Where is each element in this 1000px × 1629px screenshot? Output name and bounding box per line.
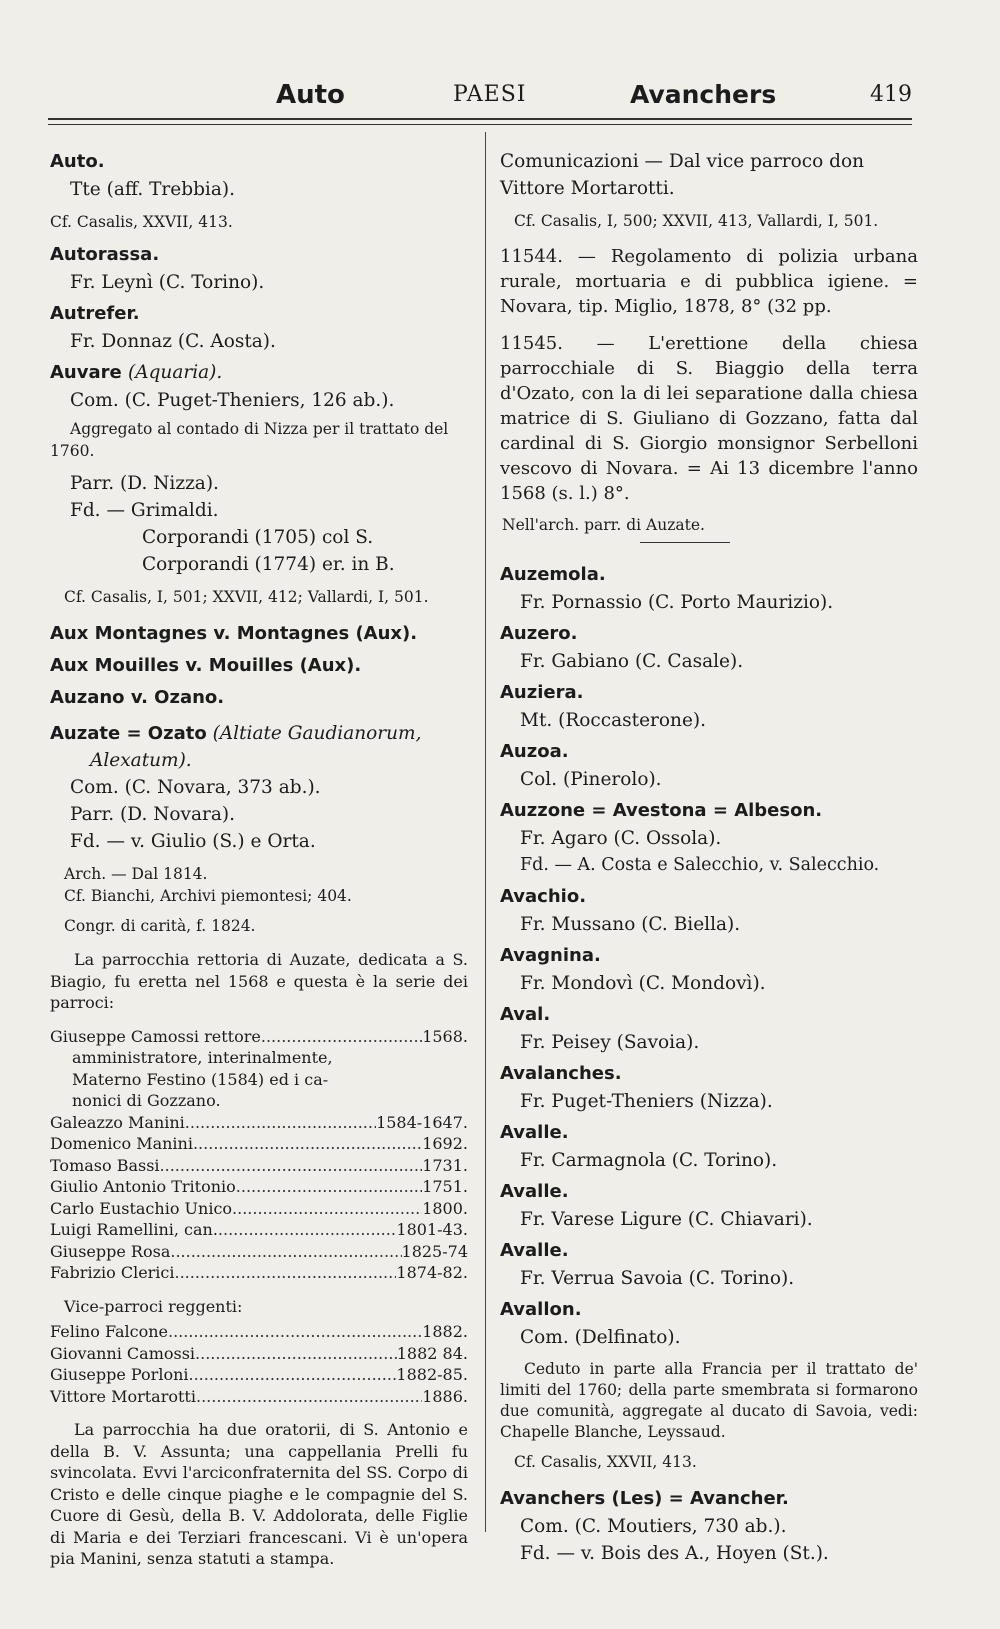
list-item bbox=[50, 1241, 468, 1263]
headword: Auzate = Ozato bbox=[50, 723, 207, 744]
list-item bbox=[50, 1364, 468, 1386]
headword: Avanchers (Les) = Avancher. bbox=[500, 1488, 789, 1509]
list-item-date: 1800. bbox=[422, 1198, 468, 1218]
entry-line: Fd. — v. Bois des A., Hoyen (St.). bbox=[520, 1543, 829, 1564]
entry-line: Fr. Leynì (C. Torino). bbox=[70, 272, 265, 293]
entry-line: Corporandi (1705) col S. bbox=[142, 527, 374, 548]
entry-autorassa bbox=[50, 241, 468, 296]
comm-line: Comunicazioni — Dal vice parroco don bbox=[500, 151, 865, 172]
head-right-word: Avanchers bbox=[630, 80, 777, 109]
entry-line: Fr. Verrua Savoia (C. Torino). bbox=[520, 1268, 795, 1289]
list-item-name: Fabrizio Clerici bbox=[50, 1263, 175, 1282]
entry-line: Parr. (D. Nizza). bbox=[70, 473, 219, 494]
list-item-date: 1882 84. bbox=[396, 1343, 468, 1363]
headword: Avachio. bbox=[500, 886, 587, 907]
vice-title: Vice-parroci reggenti: bbox=[64, 1296, 243, 1316]
headword: Avagnina. bbox=[500, 945, 601, 966]
list-item-date: 1801-43. bbox=[396, 1220, 468, 1239]
entry-line: Tte (aff. Trebbia). bbox=[70, 179, 235, 200]
list-item bbox=[50, 1112, 468, 1134]
list-item-date: 1825-74 bbox=[401, 1241, 468, 1261]
list-item bbox=[50, 1321, 468, 1343]
entry-line: Fd. — v. Giulio (S.) e Orta. bbox=[70, 831, 316, 852]
head-section: PAESI bbox=[453, 82, 527, 107]
list-item-name: Materno Festino (1584) ed i ca- bbox=[72, 1069, 329, 1089]
entry-line: Com. (Delfinato). bbox=[520, 1327, 681, 1348]
parish-paragraph: La parrocchia rettoria di Auzate, dedicata a S. Biagio, fu eretta nel 1568 e questa è la serie dei parroci: bbox=[50, 950, 468, 1012]
entry-note: Aggregato al contado di Nizza per il trattato del 1760. bbox=[50, 420, 449, 460]
head-rule bbox=[48, 118, 912, 120]
entry-autrefer bbox=[50, 300, 468, 355]
entry-line: Parr. (D. Novara). bbox=[70, 804, 235, 825]
headword: Auzero. bbox=[500, 623, 578, 644]
list-item-date: 1882. bbox=[422, 1322, 468, 1341]
list-item-date: 1731. bbox=[422, 1155, 468, 1175]
list-item-date: 1882-85. bbox=[396, 1365, 468, 1384]
entry-line: Fd. — A. Costa e Salecchio, v. Salecchio. bbox=[520, 855, 880, 875]
headword: Auto. bbox=[50, 151, 105, 172]
archive-note: Arch. — Dal 1814. bbox=[64, 865, 208, 883]
headword: Aval. bbox=[500, 1004, 551, 1025]
citation: Cf. Bianchi, Archivi piemontesi; 404. bbox=[64, 887, 352, 905]
headword: Avallon. bbox=[500, 1299, 582, 1320]
list-item-name: amministratore, interinalmente, bbox=[72, 1048, 333, 1067]
entry-auzano: Auzano v. Ozano. bbox=[50, 687, 225, 708]
headword-latin: (Altiate Gaudianorum, Alexatum). bbox=[90, 723, 422, 771]
headword: Avalanches. bbox=[500, 1063, 622, 1084]
list-item bbox=[50, 1047, 468, 1069]
headword: Avalle. bbox=[500, 1240, 569, 1261]
list-item-name: Domenico Manini bbox=[50, 1134, 193, 1153]
citation: Cf. Casalis, XXVII, 413. bbox=[514, 1453, 697, 1471]
headword: Avalle. bbox=[500, 1181, 569, 1202]
list-item-name: Giulio Antonio Tritonio bbox=[50, 1177, 236, 1196]
headword: Autorassa. bbox=[50, 244, 160, 265]
entry-line: Fr. Puget-Theniers (Nizza). bbox=[520, 1091, 773, 1112]
list-item-name: Felino Falcone bbox=[50, 1322, 168, 1341]
entry-line: Fr. Peisey (Savoia). bbox=[520, 1032, 700, 1053]
headword-latin: (Aquaria). bbox=[128, 362, 223, 383]
head-left-word: Auto bbox=[276, 80, 345, 110]
list-item-name: Tomaso Bassi bbox=[50, 1155, 160, 1175]
column-divider bbox=[485, 132, 486, 1532]
entry-line: Corporandi (1774) er. in B. bbox=[142, 554, 395, 575]
communications bbox=[500, 148, 918, 202]
headword: Auvare bbox=[50, 362, 122, 383]
page-number: 419 bbox=[870, 82, 912, 107]
list-item-date: 1568. bbox=[422, 1026, 468, 1046]
citation: Cf. Casalis, I, 500; XXVII, 413, Vallardi, I, 501. bbox=[514, 212, 879, 230]
headword: Auzzone = Avestona = Albeson. bbox=[500, 800, 823, 821]
parroci-list bbox=[50, 1026, 468, 1284]
list-item-date: 1584-1647. bbox=[376, 1112, 468, 1132]
list-item-name: Giuseppe Rosa bbox=[50, 1241, 171, 1261]
headword: Autrefer. bbox=[50, 303, 140, 324]
list-item bbox=[50, 1026, 468, 1048]
entry-auvare bbox=[50, 359, 468, 608]
list-item bbox=[50, 1090, 468, 1112]
list-item-name: Giovanni Camossi bbox=[50, 1343, 196, 1363]
list-item bbox=[50, 1386, 468, 1408]
list-item bbox=[50, 1343, 468, 1365]
section-rule bbox=[640, 542, 730, 543]
running-head bbox=[48, 80, 912, 116]
headword: Auziera. bbox=[500, 682, 584, 703]
entry-line: Com. (C. Moutiers, 730 ab.). bbox=[520, 1516, 787, 1537]
headword: Auzoa. bbox=[500, 741, 569, 762]
right-column bbox=[500, 148, 918, 1567]
comm-line: Vittore Mortarotti. bbox=[500, 178, 675, 199]
entry-line: Fr. Carmagnola (C. Torino). bbox=[520, 1150, 778, 1171]
list-item bbox=[50, 1219, 468, 1241]
entry-auto bbox=[50, 148, 468, 233]
bibliography-11544: 11544. — Regolamento di polizia urbana rurale, mortuaria e di pubblica igiene. = Novara, tip. Miglio, 1878, 8° (32 pp. bbox=[500, 246, 918, 317]
entry-line: Fr. Agaro (C. Ossola). bbox=[520, 828, 722, 849]
entry-line: Fr. Mondovì (C. Mondovì). bbox=[520, 973, 766, 994]
list-item bbox=[50, 1262, 468, 1284]
vice-list bbox=[50, 1321, 468, 1407]
list-item-date: 1692. bbox=[422, 1134, 468, 1153]
citation: Cf. Casalis, XXVII, 413. bbox=[50, 213, 233, 231]
entry-line: Fr. Mussano (C. Biella). bbox=[520, 914, 741, 935]
entry-auzate bbox=[50, 720, 468, 1570]
head-rule-thin bbox=[48, 124, 912, 125]
entry-line: Mt. (Roccasterone). bbox=[520, 710, 706, 731]
final-paragraph: La parrocchia ha due oratorii, di S. Antonio e della B. V. Assunta; una cappellania Prelli fu svincolata. Evvi l'arciconfraternita del SS. Corpo di Cristo e delle cinque piaghe e le compagnie del S. Cuore di Gesù, della B. V. Addolorata, delle Figlie di Maria e dei Terziari francescani. Vi è un'opera pia Manini, senza statuti a stampa. bbox=[50, 1420, 468, 1568]
entry-line: Fr. Gabiano (C. Casale). bbox=[520, 651, 744, 672]
entry-aux-montagnes: Aux Montagnes v. Montagnes (Aux). bbox=[50, 623, 418, 644]
list-item-name: nonici di Gozzano. bbox=[72, 1091, 221, 1110]
entry-line: Fr. Pornassio (C. Porto Maurizio). bbox=[520, 592, 834, 613]
list-item-date: 1874-82. bbox=[396, 1263, 468, 1282]
list-item-name: Giuseppe Camossi rettore bbox=[50, 1026, 261, 1046]
list-item-date: 1751. bbox=[422, 1177, 468, 1196]
list-item-name: Luigi Ramellini, can. bbox=[50, 1220, 218, 1239]
headword: Auzemola. bbox=[500, 564, 606, 585]
list-item-name: Vittore Mortarotti bbox=[50, 1386, 196, 1406]
entry-line: Fr. Varese Ligure (C. Chiavari). bbox=[520, 1209, 813, 1230]
left-column bbox=[50, 148, 468, 1570]
entry-line: Com. (C. Puget-Theniers, 126 ab.). bbox=[70, 390, 395, 411]
list-item-name: Giuseppe Porloni bbox=[50, 1365, 189, 1384]
entry-note: Ceduto in parte alla Francia per il trattato de' limiti del 1760; della parte smembrata si formarono due comunità, aggregate al ducato di Savoia, vedi: Chapelle Blanche, Leyssaud. bbox=[500, 1360, 918, 1441]
list-item bbox=[50, 1198, 468, 1220]
list-item bbox=[50, 1176, 468, 1198]
entry-line: Com. (C. Novara, 373 ab.). bbox=[70, 777, 321, 798]
list-item-date: 1886. bbox=[422, 1386, 468, 1406]
list-item bbox=[50, 1133, 468, 1155]
headword: Avalle. bbox=[500, 1122, 569, 1143]
bibliography-11545: 11545. — L'erettione della chiesa parrocchiale di S. Biaggio della terra d'Ozato, con la di lei separatione dalla chiesa matrice di S. Giuliano di Gozzano, fatta dal cardinal di S. Giorgio monsignor Serbelloni vescovo di Novara. = Ai 13 dicembre l'anno 1568 (s. l.) 8°. bbox=[500, 333, 918, 504]
entry-line: Fd. — Grimaldi. bbox=[70, 500, 219, 521]
list-item-name: Carlo Eustachio Unico bbox=[50, 1198, 233, 1218]
citation: Cf. Casalis, I, 501; XXVII, 412; Vallardi, I, 501. bbox=[64, 588, 429, 606]
entry-aux-mouilles: Aux Mouilles v. Mouilles (Aux). bbox=[50, 655, 362, 676]
entry-line: Fr. Donnaz (C. Aosta). bbox=[70, 331, 276, 352]
list-item bbox=[50, 1155, 468, 1177]
archive-note: Nell'arch. parr. di Auzate. bbox=[502, 516, 705, 534]
list-item-name: Galeazzo Manini bbox=[50, 1112, 185, 1132]
list-item bbox=[50, 1069, 468, 1091]
congregation-note: Congr. di carità, f. 1824. bbox=[64, 917, 256, 935]
entry-line: Col. (Pinerolo). bbox=[520, 769, 662, 790]
